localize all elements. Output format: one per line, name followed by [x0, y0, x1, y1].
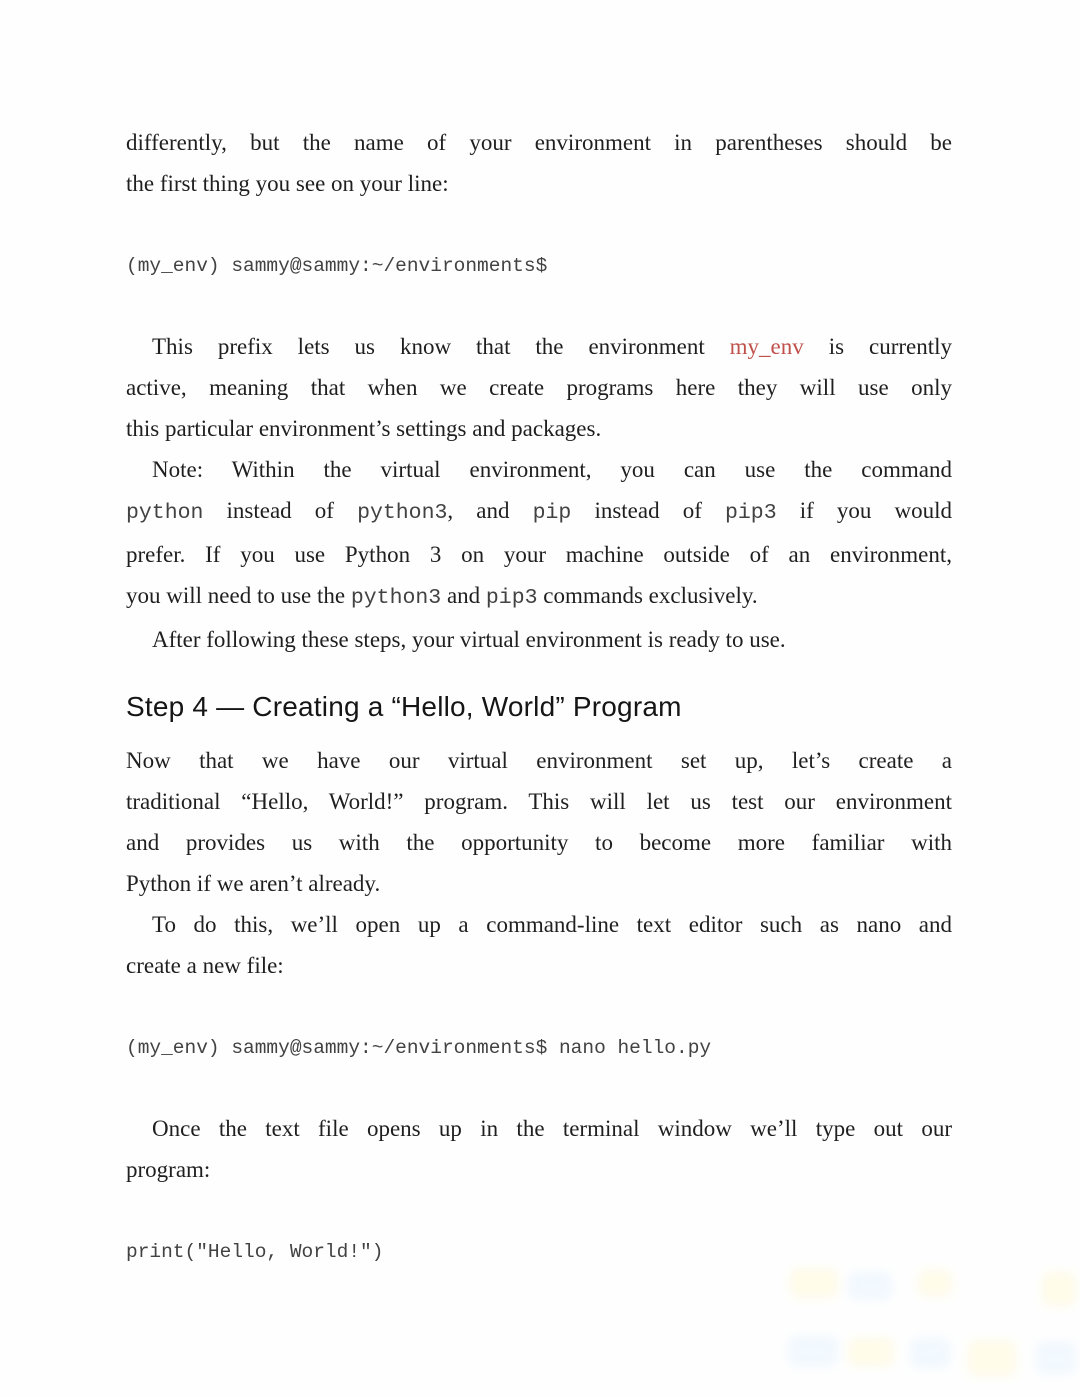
- page-content: [126, 122, 952, 1312]
- text-line: [126, 326, 952, 367]
- paragraph: [126, 326, 952, 449]
- inline-link[interactable]: my_env: [729, 334, 804, 359]
- text-segment: this particular environment’s settings and packages.: [126, 416, 602, 441]
- text-line: [126, 619, 952, 660]
- scan-artifact: [1036, 1342, 1076, 1374]
- text-segment: and provides us with the opportunity to become more familiar with: [126, 830, 952, 855]
- scan-artifact: [1042, 1272, 1076, 1306]
- text-line: [126, 822, 952, 863]
- scan-artifact: [848, 1338, 894, 1366]
- text-line: [126, 1149, 952, 1190]
- text-segment: , and: [447, 498, 533, 523]
- text-segment: the first thing you see on your line:: [126, 171, 449, 196]
- text-line: [126, 740, 952, 781]
- text-line: [126, 122, 952, 163]
- text-segment: Once the text file opens up in the terminal window we’ll type out our: [152, 1116, 952, 1141]
- text-segment: This prefix lets us know that the environment: [152, 334, 730, 359]
- text-segment: After following these steps, your virtual environment is ready to use.: [152, 627, 786, 652]
- text-line: [126, 449, 952, 490]
- text-segment: instead of: [571, 498, 725, 523]
- text-segment: Note: Within the virtual environment, you can use the command: [152, 457, 952, 482]
- text-segment: is currently: [803, 334, 952, 359]
- code-block: print("Hello, World!"): [126, 1241, 384, 1263]
- paragraph: [126, 449, 952, 619]
- text-segment: and: [441, 583, 486, 608]
- text-line: [126, 534, 952, 575]
- inline-code: python3: [350, 586, 442, 610]
- inline-code: pip3: [485, 586, 538, 610]
- inline-code: python: [126, 501, 204, 525]
- text-line: [126, 863, 952, 904]
- paragraph: [126, 1108, 952, 1190]
- text-segment: program:: [126, 1157, 211, 1182]
- code-block: (my_env) sammy@sammy:~/environments$: [126, 255, 548, 277]
- paragraph: [126, 122, 952, 204]
- text-line: [126, 904, 952, 945]
- paragraph: [126, 619, 952, 660]
- text-line: [126, 490, 952, 534]
- text-line: [126, 575, 952, 619]
- text-line: [126, 367, 952, 408]
- text-segment: commands exclusively.: [537, 583, 758, 608]
- paragraph: [126, 740, 952, 904]
- text-line: [126, 781, 952, 822]
- text-segment: instead of: [203, 498, 358, 523]
- text-segment: active, meaning that when we create programs here they will use only: [126, 375, 952, 400]
- text-segment: if you would: [776, 498, 952, 523]
- scan-artifact: [788, 1336, 838, 1366]
- text-segment: you will need to use the: [126, 583, 351, 608]
- paragraph: [126, 904, 952, 986]
- scan-artifact: [910, 1338, 950, 1368]
- text-line: [126, 163, 952, 204]
- text-segment: create a new file:: [126, 953, 284, 978]
- inline-code: pip3: [724, 501, 777, 525]
- code-block: (my_env) sammy@sammy:~/environments$ nano hello.py: [126, 1037, 712, 1059]
- scan-artifact: [968, 1340, 1016, 1376]
- text-line: [126, 408, 952, 449]
- section-heading: Step 4 — Creating a “Hello, World” Program: [126, 691, 682, 722]
- text-segment: differently, but the name of your environment in parentheses should be: [126, 130, 952, 155]
- text-segment: prefer. If you use Python 3 on your machine outside of an environment,: [126, 542, 952, 567]
- text-line: [126, 1108, 952, 1149]
- text-segment: traditional “Hello, World!” program. This will let us test our environment: [126, 789, 952, 814]
- inline-code: pip: [532, 501, 572, 525]
- text-segment: Python if we aren’t already.: [126, 871, 381, 896]
- text-segment: Now that we have our virtual environment set up, let’s create a: [126, 748, 952, 773]
- text-segment: To do this, we’ll open up a command-line text editor such as nano and: [152, 912, 952, 937]
- text-line: [126, 945, 952, 986]
- inline-code: python3: [357, 501, 448, 525]
